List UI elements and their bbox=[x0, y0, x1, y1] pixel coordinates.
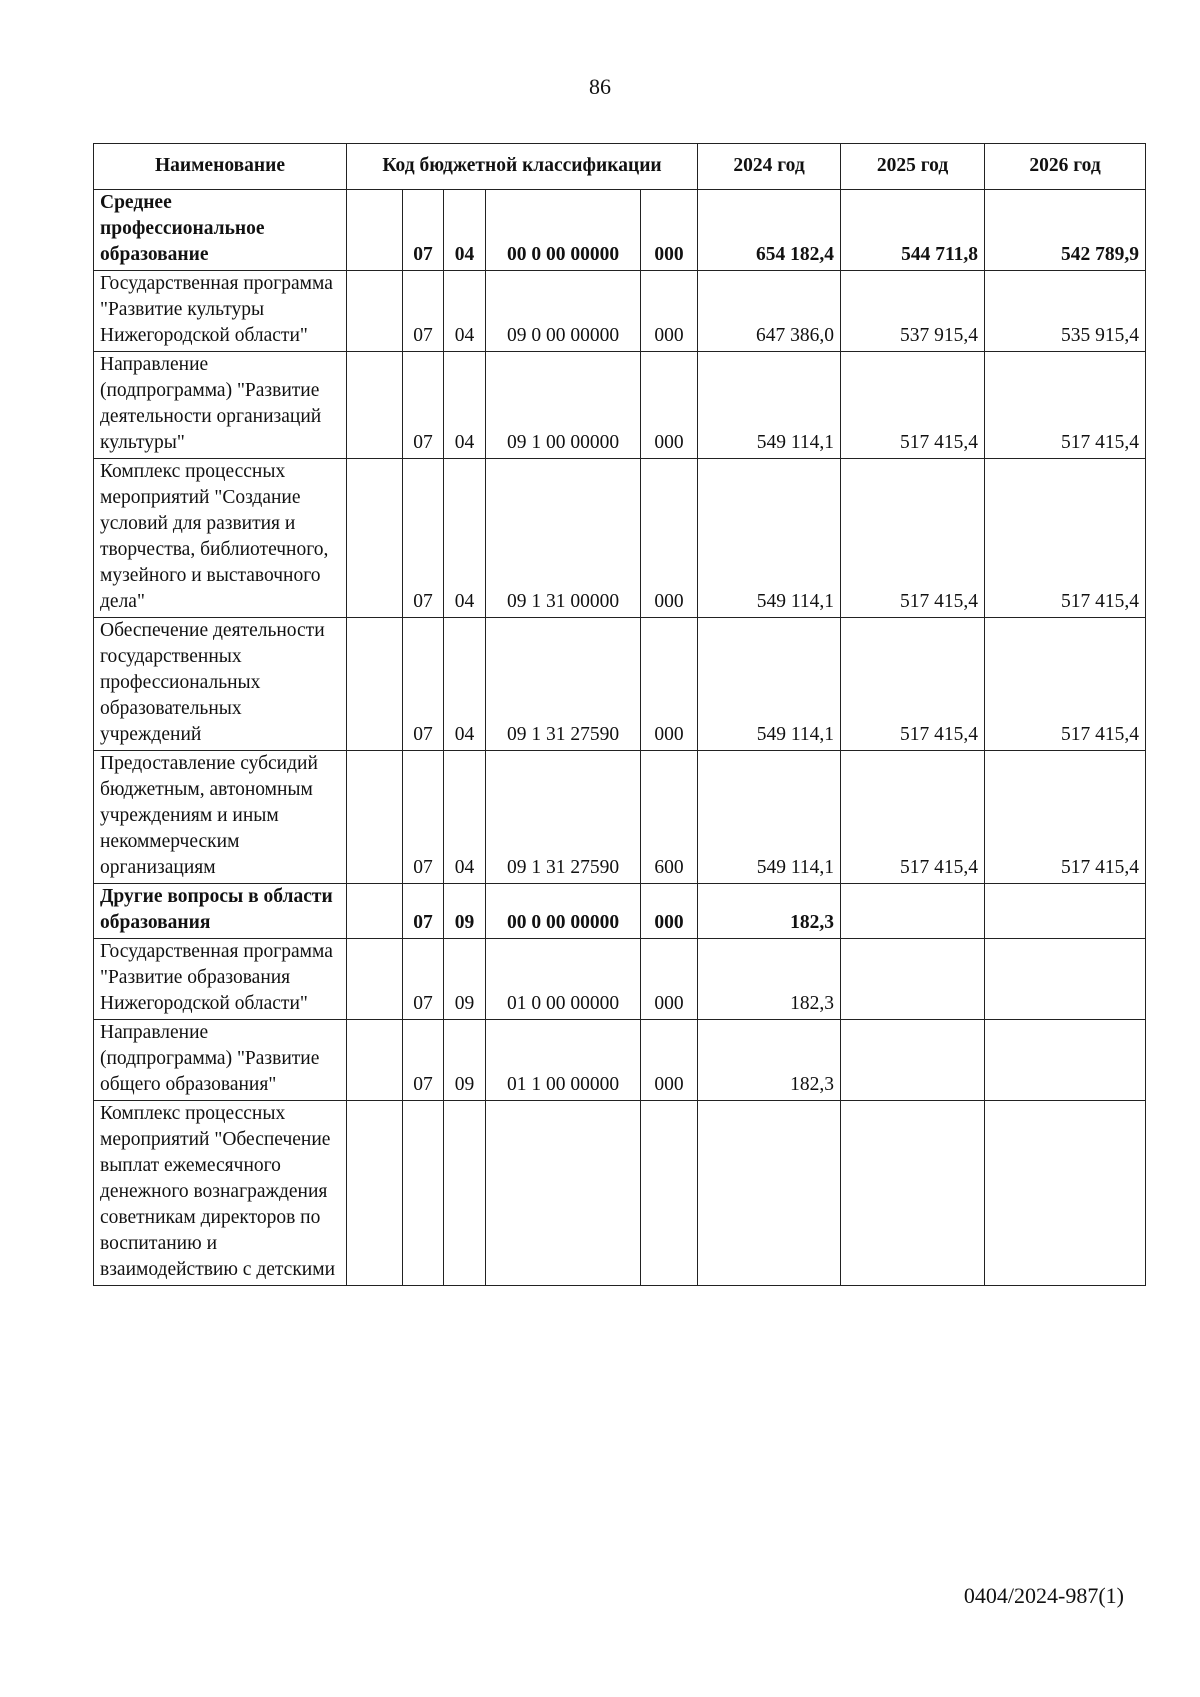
row-subsection-code: 04 bbox=[444, 190, 486, 271]
row-amount-2026 bbox=[985, 939, 1146, 1020]
table-row bbox=[94, 751, 1146, 884]
table-row bbox=[94, 1020, 1146, 1101]
table-row bbox=[94, 1101, 1146, 1286]
row-section-code: 07 bbox=[403, 459, 444, 618]
row-spacer-cell bbox=[347, 271, 403, 352]
row-target-code: 01 1 00 00000 bbox=[486, 1020, 641, 1101]
row-subsection-code: 04 bbox=[444, 459, 486, 618]
page-number: 86 bbox=[589, 74, 611, 99]
row-target-code: 09 0 00 00000 bbox=[486, 271, 641, 352]
row-target-code: 09 1 00 00000 bbox=[486, 352, 641, 459]
row-amount-2024 bbox=[698, 1101, 841, 1286]
row-section-code: 07 bbox=[403, 884, 444, 939]
row-spacer-cell bbox=[347, 1020, 403, 1101]
row-target-code: 00 0 00 00000 bbox=[486, 884, 641, 939]
row-subsection-code: 04 bbox=[444, 352, 486, 459]
row-section-code: 07 bbox=[403, 939, 444, 1020]
row-amount-2026: 517 415,4 bbox=[985, 352, 1146, 459]
row-target-code: 00 0 00 00000 bbox=[486, 190, 641, 271]
row-target-code: 09 1 31 00000 bbox=[486, 459, 641, 618]
row-amount-2025 bbox=[841, 1101, 985, 1286]
row-expense-type-code: 000 bbox=[641, 884, 698, 939]
row-expense-type-code: 000 bbox=[641, 190, 698, 271]
row-spacer-cell bbox=[347, 1101, 403, 1286]
row-expense-type-code bbox=[641, 1101, 698, 1286]
row-section-code: 07 bbox=[403, 190, 444, 271]
row-amount-2025: 537 915,4 bbox=[841, 271, 985, 352]
row-expense-type-code: 000 bbox=[641, 618, 698, 751]
row-subsection-code bbox=[444, 1101, 486, 1286]
row-amount-2025: 517 415,4 bbox=[841, 459, 985, 618]
row-amount-2025: 544 711,8 bbox=[841, 190, 985, 271]
table-row bbox=[94, 618, 1146, 751]
row-spacer-cell bbox=[347, 352, 403, 459]
row-amount-2025: 517 415,4 bbox=[841, 352, 985, 459]
row-expense-type-code: 000 bbox=[641, 352, 698, 459]
row-amount-2026 bbox=[985, 1101, 1146, 1286]
row-section-code: 07 bbox=[403, 352, 444, 459]
header-2026: 2026 год bbox=[985, 144, 1146, 190]
row-amount-2026: 517 415,4 bbox=[985, 618, 1146, 751]
document-number: 0404/2024-987(1) bbox=[963, 1583, 1124, 1608]
row-name: Комплекс процессных мероприятий "Обеспечение выплат ежемесячного денежного вознаграждения советникам директоров по воспитанию и взаимодействию с детскими bbox=[94, 1101, 347, 1286]
row-subsection-code: 09 bbox=[444, 884, 486, 939]
header-2025: 2025 год bbox=[841, 144, 985, 190]
row-amount-2024: 182,3 bbox=[698, 884, 841, 939]
row-section-code: 07 bbox=[403, 1020, 444, 1101]
row-subsection-code: 09 bbox=[444, 939, 486, 1020]
row-subsection-code: 04 bbox=[444, 618, 486, 751]
row-subsection-code: 09 bbox=[444, 1020, 486, 1101]
row-name: Направление (подпрограмма) "Развитие деятельности организаций культуры" bbox=[94, 352, 347, 459]
row-amount-2024: 549 114,1 bbox=[698, 352, 841, 459]
row-amount-2024: 182,3 bbox=[698, 939, 841, 1020]
table-row bbox=[94, 352, 1146, 459]
row-spacer-cell bbox=[347, 459, 403, 618]
row-amount-2024: 549 114,1 bbox=[698, 459, 841, 618]
row-amount-2026: 535 915,4 bbox=[985, 271, 1146, 352]
header-code: Код бюджетной классификации bbox=[347, 144, 698, 190]
row-amount-2025 bbox=[841, 939, 985, 1020]
row-amount-2025: 517 415,4 bbox=[841, 751, 985, 884]
row-name: Предоставление субсидий бюджетным, автономным учреждениям и иным некоммерческим организациям bbox=[94, 751, 347, 884]
row-section-code: 07 bbox=[403, 618, 444, 751]
row-spacer-cell bbox=[347, 618, 403, 751]
row-amount-2026: 517 415,4 bbox=[985, 459, 1146, 618]
row-amount-2026 bbox=[985, 1020, 1146, 1101]
row-expense-type-code: 600 bbox=[641, 751, 698, 884]
row-name: Комплекс процессных мероприятий "Создание условий для развития и творчества, библиотечного, музейного и выставочного дела" bbox=[94, 459, 347, 618]
row-spacer-cell bbox=[347, 884, 403, 939]
header-name: Наименование bbox=[94, 144, 347, 190]
row-expense-type-code: 000 bbox=[641, 271, 698, 352]
row-amount-2026: 517 415,4 bbox=[985, 751, 1146, 884]
row-name: Среднее профессиональное образование bbox=[94, 190, 347, 271]
row-name: Государственная программа "Развитие образования Нижегородской области" bbox=[94, 939, 347, 1020]
table-header-row bbox=[94, 144, 1146, 190]
row-spacer-cell bbox=[347, 751, 403, 884]
row-expense-type-code: 000 bbox=[641, 939, 698, 1020]
row-subsection-code: 04 bbox=[444, 271, 486, 352]
row-amount-2024: 654 182,4 bbox=[698, 190, 841, 271]
row-amount-2026 bbox=[985, 884, 1146, 939]
table-row bbox=[94, 939, 1146, 1020]
row-name: Направление (подпрограмма) "Развитие общего образования" bbox=[94, 1020, 347, 1101]
row-section-code bbox=[403, 1101, 444, 1286]
row-expense-type-code: 000 bbox=[641, 1020, 698, 1101]
row-amount-2024: 647 386,0 bbox=[698, 271, 841, 352]
header-2024: 2024 год bbox=[698, 144, 841, 190]
table-row bbox=[94, 190, 1146, 271]
row-amount-2025 bbox=[841, 1020, 985, 1101]
row-target-code bbox=[486, 1101, 641, 1286]
row-name: Другие вопросы в области образования bbox=[94, 884, 347, 939]
row-target-code: 09 1 31 27590 bbox=[486, 751, 641, 884]
table-row bbox=[94, 884, 1146, 939]
row-section-code: 07 bbox=[403, 271, 444, 352]
row-name: Обеспечение деятельности государственных профессиональных образовательных учреждений bbox=[94, 618, 347, 751]
row-amount-2024: 549 114,1 bbox=[698, 618, 841, 751]
row-target-code: 09 1 31 27590 bbox=[486, 618, 641, 751]
row-subsection-code: 04 bbox=[444, 751, 486, 884]
row-spacer-cell bbox=[347, 190, 403, 271]
row-section-code: 07 bbox=[403, 751, 444, 884]
row-amount-2024: 182,3 bbox=[698, 1020, 841, 1101]
row-amount-2025: 517 415,4 bbox=[841, 618, 985, 751]
table-row bbox=[94, 271, 1146, 352]
row-amount-2024: 549 114,1 bbox=[698, 751, 841, 884]
table-row bbox=[94, 459, 1146, 618]
row-amount-2025 bbox=[841, 884, 985, 939]
row-spacer-cell bbox=[347, 939, 403, 1020]
row-amount-2026: 542 789,9 bbox=[985, 190, 1146, 271]
budget-table bbox=[93, 143, 1146, 1286]
row-expense-type-code: 000 bbox=[641, 459, 698, 618]
row-target-code: 01 0 00 00000 bbox=[486, 939, 641, 1020]
row-name: Государственная программа "Развитие культуры Нижегородской области" bbox=[94, 271, 347, 352]
